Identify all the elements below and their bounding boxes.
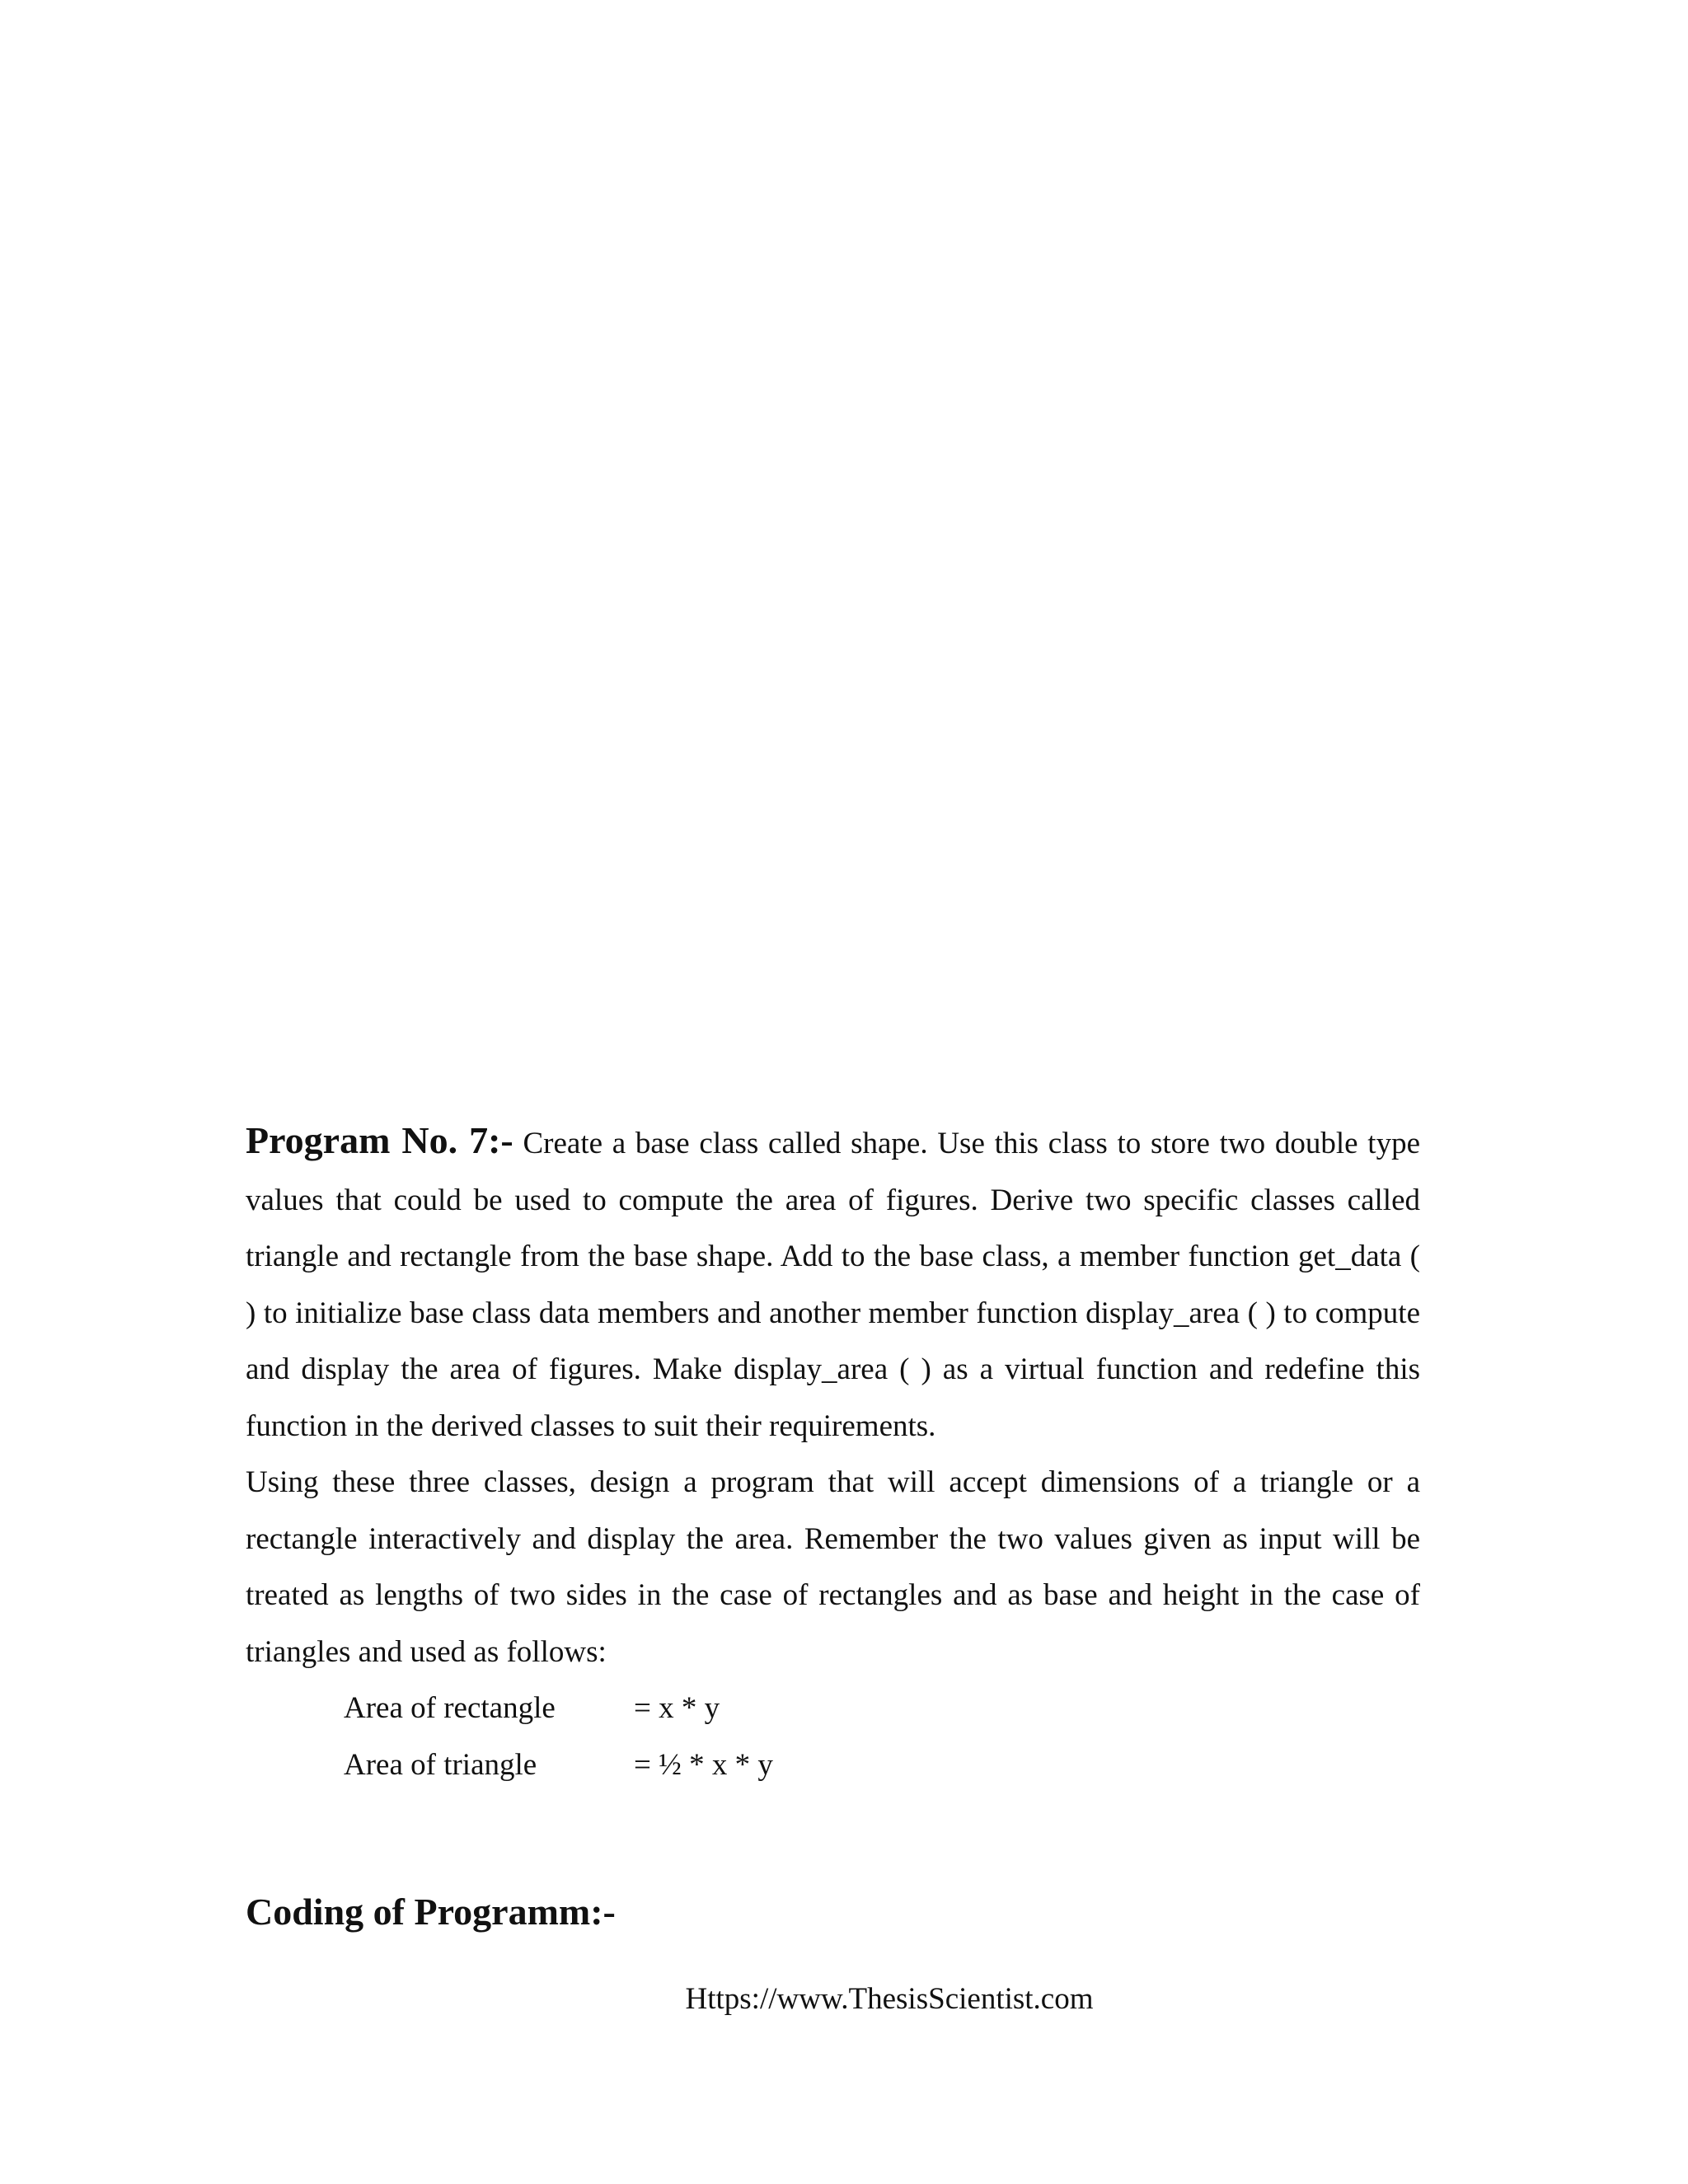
formula-label: Area of rectangle <box>344 1691 556 1725</box>
formula-label: Area of triangle <box>344 1747 537 1782</box>
program-heading: Program No. 7:- <box>246 1119 513 1161</box>
program-paragraph-2: Using these three classes, design a program that will accept dimensions of a triangle or a rectangle interactively and display the area. Remember the two values given as input will be treated as lengths of two sides in the case of rectangles and as base and height in the case of triangles and used as follows: <box>246 1465 1420 1669</box>
footer-url: Https://www.ThesisScientist.com <box>685 1982 1094 2016</box>
formula-value: = x * y <box>634 1691 720 1725</box>
formula-row <box>344 1680 1420 1737</box>
formula-list <box>344 1680 1420 1793</box>
program-description <box>246 1113 1420 1793</box>
formula-row <box>344 1737 1420 1794</box>
program-intro-paragraph <box>246 1113 1420 1455</box>
program-intro-text: Create a base class called shape. Use this class to store two double type values that could be used to compute the area of figures. Derive two specific classes called triangle and rectangle from the base shape. Add to the base class, a member function get_data ( ) to initialize base class data members and another member function display_area ( ) to compute and display the area of figures. Make display_area ( ) as a virtual function and redefine this function in the derived classes to suit their requirements. <box>246 1127 1421 1443</box>
formula-value: = ½ * x * y <box>634 1747 773 1782</box>
coding-heading: Coding of Programm:- <box>246 1891 616 1933</box>
